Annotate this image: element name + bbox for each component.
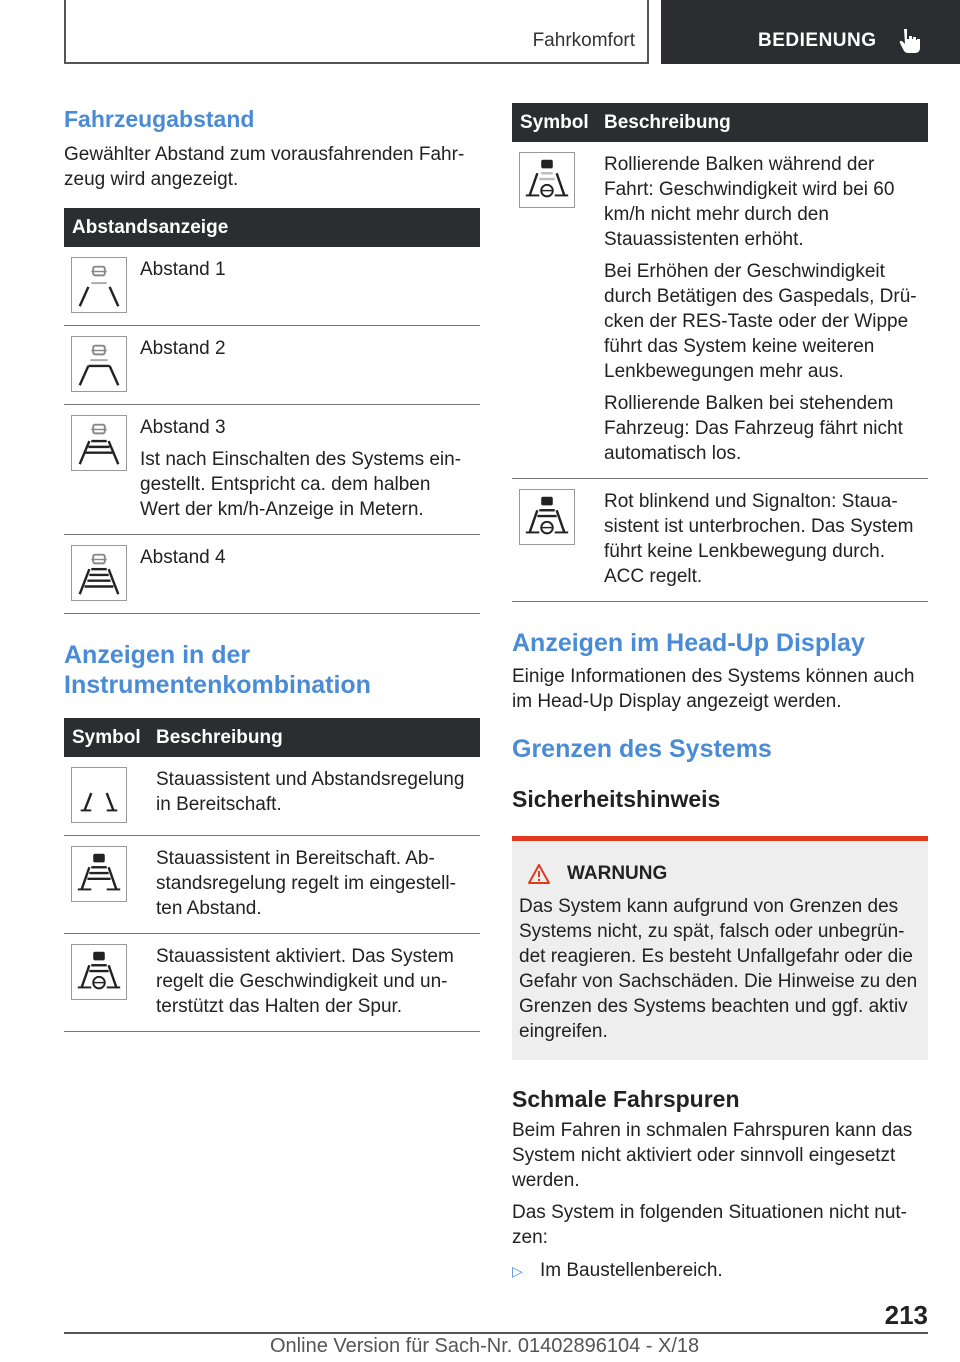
table-row bbox=[64, 934, 480, 1032]
traffic-jam-assist-active-icon bbox=[71, 944, 127, 1000]
bullet-text: Im Baustellenbereich. bbox=[540, 1260, 723, 1281]
table-row bbox=[64, 757, 480, 836]
table-row bbox=[64, 405, 480, 535]
limits-heading: Grenzen des Systems bbox=[512, 735, 772, 763]
warning-box bbox=[512, 836, 928, 1060]
acc-active-icon bbox=[71, 846, 127, 902]
distance-4-icon bbox=[71, 545, 127, 601]
red-flashing-text: Rot blinkend und Signalton: Staua-sistent ist unterbrochen. Das System führt keine Lenkbewegung durch. ACC regelt. bbox=[604, 491, 914, 587]
table-row bbox=[512, 479, 928, 602]
table-row bbox=[64, 836, 480, 934]
narrow-lanes-text-1: Beim Fahren in schmalen Fahrspuren kann das System nicht aktiviert oder sinnvoll eingesetzt werden. bbox=[512, 1120, 913, 1191]
warning-title: WARNUNG bbox=[567, 863, 668, 884]
hud-heading: Anzeigen im Head-Up Display bbox=[512, 629, 865, 657]
traffic-jam-assist-text: Stauassistent aktiviert. Das System regelt die Geschwindigkeit und un-terstützt das Halten der Spur. bbox=[156, 946, 454, 1017]
page-number: 213 bbox=[884, 1300, 928, 1330]
symbol-table bbox=[512, 103, 928, 602]
left-column bbox=[64, 100, 480, 1032]
acc-active-text: Stauassistent in Bereitschaft. Ab-standsregelung regelt im eingestell-ten Abstand. bbox=[156, 848, 456, 919]
pointing-hand-icon bbox=[898, 28, 922, 54]
distance-2-icon bbox=[71, 336, 127, 392]
right-column bbox=[512, 103, 928, 1284]
table-row bbox=[64, 535, 480, 614]
narrow-lanes-heading: Schmale Fahrspuren bbox=[512, 1086, 740, 1112]
distance-table-header: Abstandsanzeige bbox=[64, 208, 480, 247]
symbol-col-symbol: Symbol bbox=[512, 103, 600, 142]
red-flashing-assist-icon bbox=[519, 489, 575, 545]
header-section-title: Fahrkomfort bbox=[532, 30, 635, 51]
distance-1-icon bbox=[71, 257, 127, 313]
warning-triangle-icon bbox=[527, 863, 551, 885]
rolling-bars-text-3: Rollierende Balken bei stehendem Fahrzeug: Das Fahrzeug fährt nicht automatisch los. bbox=[604, 393, 903, 464]
rolling-bars-text-2: Bei Erhöhen der Geschwindigkeit durch Betätigen des Gaspedals, Drü-cken der RES-Taste oder der Wippe führt das System keine weiteren Lenkbewegungen mehr aus. bbox=[604, 261, 917, 382]
hud-text: Einige Informationen des Systems können auch im Head-Up Display angezeigt werden. bbox=[512, 666, 915, 712]
distance-1-label: Abstand 1 bbox=[140, 259, 226, 280]
standby-lanes-text: Stauassistent und Abstandsregelung in Bereitschaft. bbox=[156, 769, 465, 815]
distance-table bbox=[64, 208, 480, 614]
footer-text: Online Version für Sach-Nr. 01402896104 - X/18 bbox=[270, 1335, 700, 1357]
footer-divider bbox=[64, 1332, 928, 1334]
standby-lanes-icon bbox=[71, 767, 127, 823]
fahrzeugabstand-heading: Fahrzeugabstand bbox=[64, 106, 255, 132]
header-section-box bbox=[64, 0, 649, 64]
bullet-triangle-icon: ▷ bbox=[512, 1263, 523, 1279]
fahrzeugabstand-text: Gewählter Abstand zum vorausfahrenden Fahr-zeug wird angezeigt. bbox=[64, 144, 465, 190]
distance-2-label: Abstand 2 bbox=[140, 338, 226, 359]
rolling-bars-icon bbox=[519, 152, 575, 208]
rolling-bars-text-1: Rollierende Balken während der Fahrt: Geschwindigkeit wird bei 60 km/h nicht mehr durch den Stauassistenten erhöht. bbox=[604, 154, 895, 250]
safety-subheading: Sicherheitshinweis bbox=[512, 786, 721, 812]
instrument-col-symbol: Symbol bbox=[64, 718, 152, 757]
symbol-col-desc: Beschreibung bbox=[600, 103, 928, 142]
distance-3-note: Ist nach Einschalten des Systems ein-gestellt. Entspricht ca. dem halben Wert der km/h-Anzeige in Metern. bbox=[140, 449, 462, 520]
header-chapter-box bbox=[661, 0, 960, 64]
warning-text: Das System kann aufgrund von Grenzen des Systems nicht, zu spät, falsch oder unbegrün-det reagieren. Es besteht Unfallgefahr oder die Gefahr von Sachschäden. Die Hinweise zu den Grenzen des Systems beachten und ggf. aktiv eingreifen. bbox=[519, 896, 918, 1042]
header-chapter-title: BEDIENUNG bbox=[758, 30, 877, 51]
table-row bbox=[64, 247, 480, 326]
table-row bbox=[64, 326, 480, 405]
distance-3-label: Abstand 3 bbox=[140, 417, 226, 438]
instrument-heading: Anzeigen in der Instrumentenkombination bbox=[64, 641, 371, 699]
table-row bbox=[512, 142, 928, 479]
narrow-lanes-text-2: Das System in folgenden Situationen nicht nut-zen: bbox=[512, 1202, 908, 1248]
distance-3-icon bbox=[71, 415, 127, 471]
instrument-table bbox=[64, 718, 480, 1032]
distance-4-label: Abstand 4 bbox=[140, 547, 226, 568]
instrument-col-desc: Beschreibung bbox=[152, 718, 480, 757]
list-item bbox=[512, 1258, 928, 1284]
